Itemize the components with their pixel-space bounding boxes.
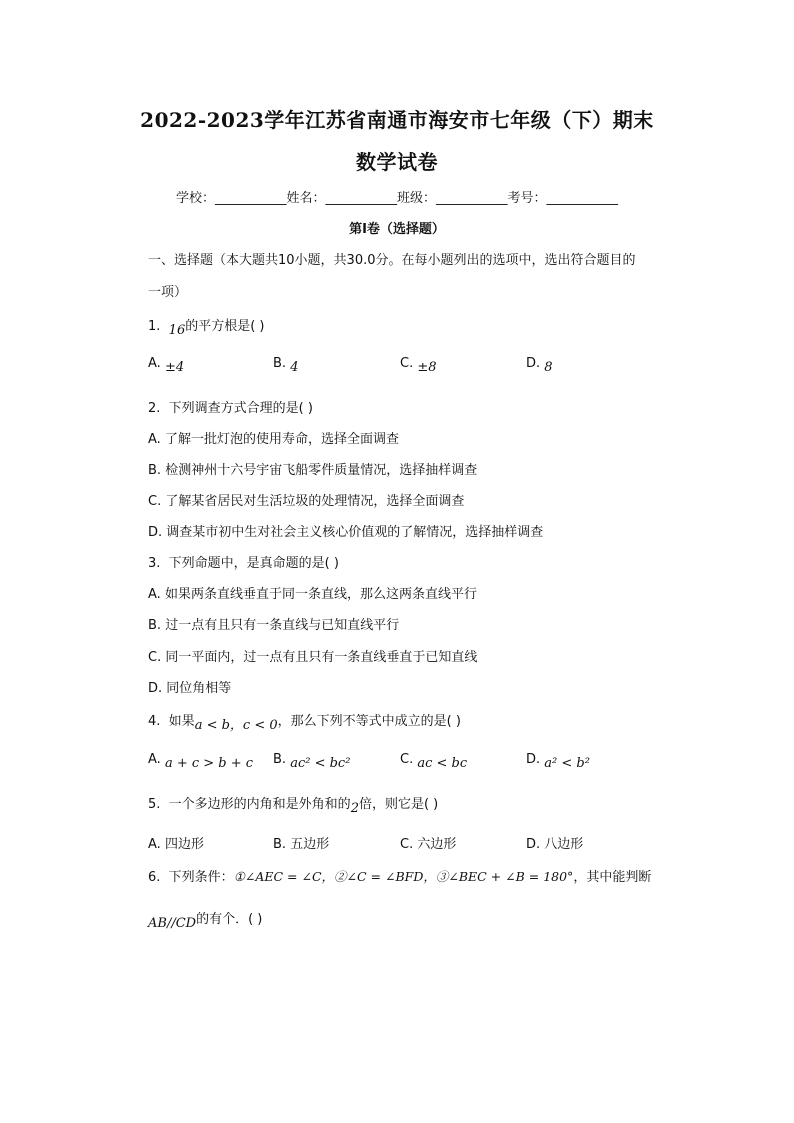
option-label: A.: [148, 752, 161, 767]
question-number: 2.: [148, 401, 161, 416]
question-6-line-2: [148, 908, 263, 931]
question-number: 3.: [148, 556, 161, 571]
option-value: 了解一批灯泡的使用寿命，选择全面调查: [164, 432, 399, 447]
option-label: C.: [400, 356, 414, 371]
option-value: ±8: [417, 360, 437, 375]
option-d: [526, 833, 583, 852]
option-label: D.: [526, 752, 541, 767]
title-line-2: 数学试卷: [356, 150, 438, 174]
option-d: [526, 752, 590, 771]
option-label: A.: [148, 356, 161, 371]
option-value: 同一平面内，过一点有且只有一条直线垂直于已知直线: [165, 650, 478, 665]
option-value: 8: [544, 360, 553, 375]
question-text-before: 一个多边形的内角和是外角和的: [168, 797, 351, 812]
option-value: ±4: [164, 360, 185, 375]
option-label: D.: [148, 525, 163, 540]
option-label: B.: [273, 356, 287, 371]
option-label: B.: [148, 463, 162, 478]
option-value: a² < b²: [544, 756, 590, 771]
option-label: A.: [148, 837, 161, 852]
option-d: [148, 677, 231, 696]
question-text-after: 倍，则它是( ): [358, 797, 439, 812]
question-text: 下列调查方式合理的是( ): [168, 401, 313, 416]
option-c: [148, 490, 464, 509]
option-label: C.: [148, 650, 162, 665]
option-value: 检测神州十六号宇宙飞船零件质量情况，选择抽样调查: [165, 463, 478, 478]
option-d: [526, 356, 553, 375]
option-label: B.: [148, 618, 162, 633]
option-b: [148, 614, 399, 633]
part-heading-line-1: 一、选择题（本大题共10小题，共30.0分。在每小题列出的选项中，选出符合题目的: [148, 253, 636, 268]
option-label: D.: [148, 681, 163, 696]
question-text-after: ，那么下列不等式中成立的是( ): [277, 714, 461, 729]
option-b: [273, 356, 299, 375]
option-c: [400, 356, 437, 375]
title-line-1: 2022-2023学年江苏省南通市海安市七年级（下）期末: [140, 108, 654, 132]
question-text: 下列命题中，是真命题的是( ): [168, 556, 339, 571]
option-a: [148, 428, 399, 447]
question-text: 的平方根是( ): [185, 319, 265, 334]
option-label: A.: [148, 432, 161, 447]
question-number: 6.: [148, 870, 161, 885]
question-text-before: 下列条件：: [168, 870, 234, 885]
option-value: 四边形: [164, 837, 204, 852]
option-label: D.: [526, 356, 541, 371]
question-1: [148, 315, 265, 338]
math-expression: a < b，c < 0: [194, 718, 278, 733]
option-value: ac² < bc²: [290, 756, 351, 771]
option-b: [148, 459, 477, 478]
option-c: [400, 752, 468, 771]
option-value: ac < bc: [417, 756, 468, 771]
part-heading-line-2: 一项）: [148, 285, 188, 300]
option-b: [273, 833, 329, 852]
option-a: [148, 356, 185, 375]
question-6: [148, 866, 651, 885]
option-label: D.: [526, 837, 541, 852]
question-text-after: ，其中能判断: [573, 870, 652, 885]
option-value: 过一点有且只有一条直线与已知直线平行: [165, 618, 400, 633]
option-value: 调查某市初中生对社会主义核心价值观的了解情况，选择抽样调查: [166, 525, 544, 540]
option-a: [148, 752, 254, 771]
math-expression: ①∠AEC = ∠C，②∠C = ∠BFD，③∠BEC + ∠B = 180°: [233, 869, 574, 884]
student-info-line: 学校：___________姓名：___________班级：___________考号：___________: [175, 191, 618, 206]
option-a: [148, 583, 477, 602]
option-value: 同位角相等: [166, 681, 232, 696]
question-5: [148, 793, 439, 816]
option-label: B.: [273, 837, 287, 852]
question-number: 4.: [148, 714, 161, 729]
option-a: [148, 833, 204, 852]
option-c: [400, 833, 456, 852]
option-value: 五边形: [290, 837, 330, 852]
question-text: 的有个．( ): [196, 912, 263, 927]
math-expression: AB//CD: [148, 916, 197, 931]
option-value: 八边形: [544, 837, 584, 852]
section-title: 第I卷（选择题）: [349, 222, 445, 237]
question-4: [148, 710, 461, 733]
question-2: [148, 397, 313, 416]
question-number: 1.: [148, 319, 161, 334]
option-label: C.: [400, 752, 414, 767]
option-label: A.: [148, 587, 161, 602]
option-c: [148, 646, 477, 665]
option-value: 4: [290, 360, 299, 375]
question-3: [148, 552, 339, 571]
question-number: 5.: [148, 797, 161, 812]
option-label: B.: [273, 752, 287, 767]
math-expression: 16: [168, 323, 186, 338]
option-b: [273, 752, 351, 771]
option-value: 六边形: [417, 837, 457, 852]
option-label: C.: [148, 494, 162, 509]
option-label: C.: [400, 837, 414, 852]
option-value: a + c > b + c: [164, 756, 254, 771]
math-expression: 2: [350, 801, 359, 816]
question-text-before: 如果: [168, 714, 195, 729]
option-d: [148, 521, 543, 540]
option-value: 了解某省居民对生活垃圾的处理情况，选择全面调查: [165, 494, 465, 509]
option-value: 如果两条直线垂直于同一条直线，那么这两条直线平行: [164, 587, 477, 602]
